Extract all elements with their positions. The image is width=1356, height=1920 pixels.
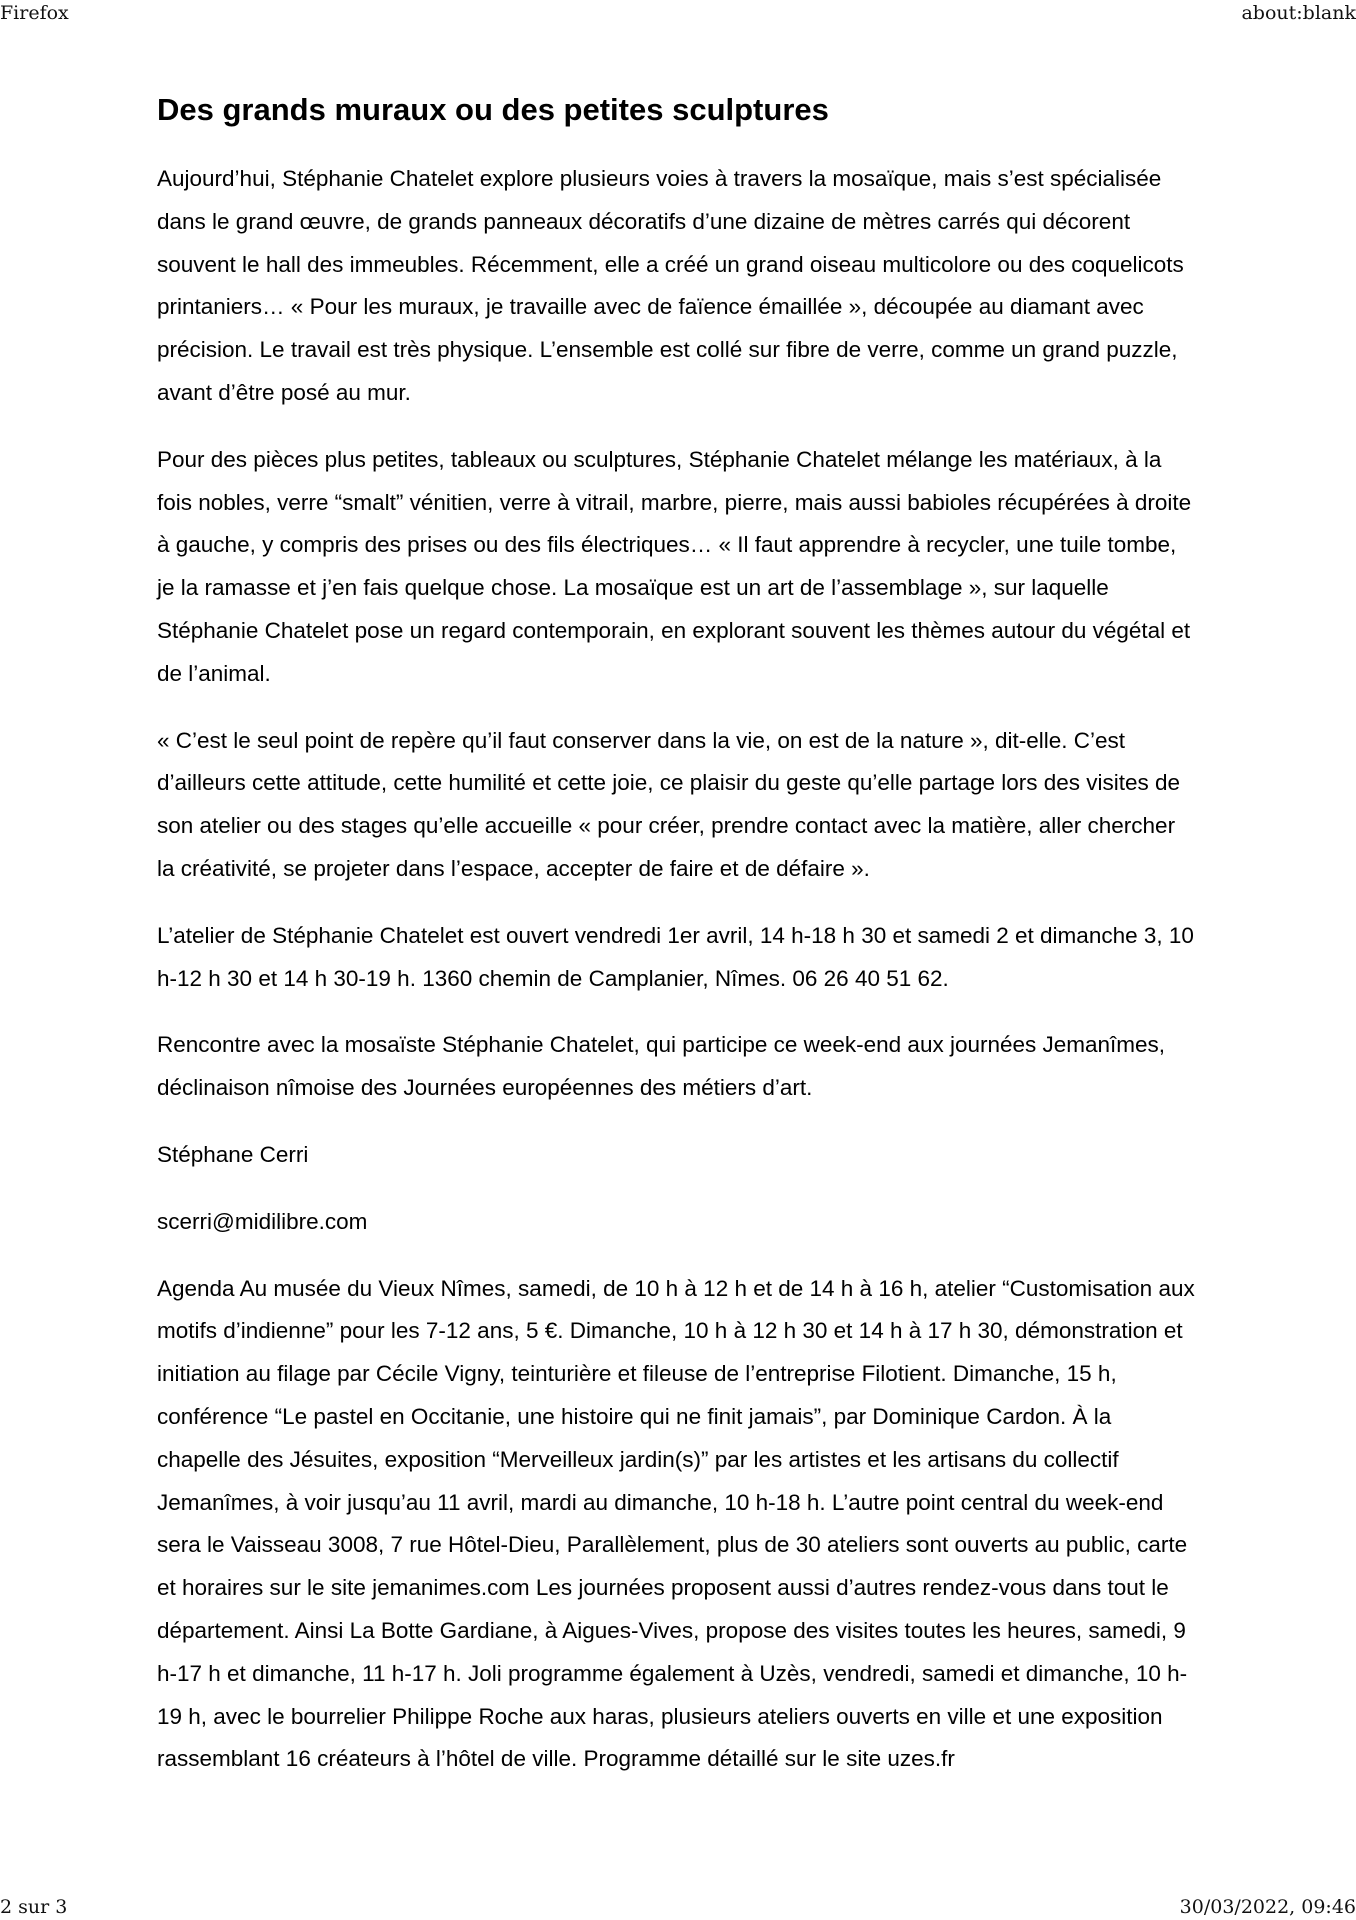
article-email: scerri@midilibre.com xyxy=(157,1208,368,1234)
article-paragraph: « C’est le seul point de repère qu’il faut conserver dans la vie, on est de la nature », dit-elle. C’est d’ailleurs cette attitude, cette humilité et cette joie, ce plaisir du geste qu’elle partage lors des visites de son atelier ou des stages qu’elle accueille « pour créer, prendre contact avec la matière, aller chercher la créativité, se projeter dans l’espace, accepter de faire et de défaire ». xyxy=(157,727,1181,881)
print-footer xyxy=(0,1892,1356,1920)
browser-name: Firefox xyxy=(0,2,69,24)
article-paragraph: Aujourd’hui, Stéphanie Chatelet explore plusieurs voies à travers la mosaïque, mais s’est spécialisée dans le grand œuvre, de grands panneaux décoratifs d’une dizaine de mètres carrés qui décorent souvent le hall des immeubles. Récemment, elle a créé un grand oiseau multicolore ou des coquelicots printaniers… « Pour les muraux, je travaille avec de faïence émaillée », découpée au diamant avec précision. Le travail est très physique. L’ensemble est collé sur fibre de verre, comme un grand puzzle, avant d’être posé au mur. xyxy=(157,166,1184,405)
page-counter: 2 sur 3 xyxy=(0,1896,68,1918)
article xyxy=(157,86,1197,1805)
article-heading: Des grands muraux ou des petites sculptures xyxy=(157,92,829,127)
article-paragraph: Rencontre avec la mosaïste Stéphanie Chatelet, qui participe ce week-end aux journées Jemanîmes, déclinaison nîmoise des Journées européennes des métiers d’art. xyxy=(157,1032,1166,1101)
page-url: about:blank xyxy=(1241,2,1356,24)
article-author: Stéphane Cerri xyxy=(157,1141,309,1167)
article-paragraph: Pour des pièces plus petites, tableaux ou sculptures, Stéphanie Chatelet mélange les matériaux, à la fois nobles, verre “smalt” vénitien, verre à vitrail, marbre, pierre, mais aussi babioles récupérées à droite à gauche, y compris des prises ou des fils électriques… « Il faut apprendre à recycler, une tuile tombe, je la ramasse et j’en fais quelque chose. La mosaïque est un art de l’assemblage », sur laquelle Stéphanie Chatelet pose un regard contemporain, en explorant souvent les thèmes autour du végétal et de l’animal. xyxy=(157,446,1192,686)
print-header xyxy=(0,0,1356,28)
article-paragraph: L’atelier de Stéphanie Chatelet est ouvert vendredi 1er avril, 14 h-18 h 30 et samedi 2 et dimanche 3, 10 h-12 h 30 et 14 h 30-19 h. 1360 chemin de Camplanier, Nîmes. 06 26 40 51 62. xyxy=(157,922,1194,991)
article-agenda: Agenda Au musée du Vieux Nîmes, samedi, de 10 h à 12 h et de 14 h à 16 h, atelier “Customisation aux motifs d’indienne” pour les 7-12 ans, 5 €. Dimanche, 10 h à 12 h 30 et 14 h à 17 h 30, démonstration et initiation au filage par Cécile Vigny, teinturière et fileuse de l’entreprise Filotient. Dimanche, 15 h, conférence “Le pastel en Occitanie, une histoire qui ne finit jamais”, par Dominique Cardon. À la chapelle des Jésuites, exposition “Merveilleux jardin(s)” par les artistes et les artisans du collectif Jemanîmes, à voir jusqu’au 11 avril, mardi au dimanche, 10 h-18 h. L’autre point central du week-end sera le Vaisseau 3008, 7 rue Hôtel-Dieu, Parallèlement, plus de 30 ateliers sont ouverts au public, carte et horaires sur le site jemanimes.com Les journées proposent aussi d’autres rendez-vous dans tout le département. Ainsi La Botte Gardiane, à Aigues-Vives, propose des visites toutes les heures, samedi, 9 h-17 h et dimanche, 11 h-17 h. Joli programme également à Uzès, vendredi, samedi et dimanche, 10 h-19 h, avec le bourrelier Philippe Roche aux haras, plusieurs ateliers ouverts en ville et une exposition rassemblant 16 créateurs à l’hôtel de ville. Programme détaillé sur le site uzes.fr xyxy=(157,1275,1195,1772)
print-datetime: 30/03/2022, 09:46 xyxy=(1179,1896,1356,1918)
